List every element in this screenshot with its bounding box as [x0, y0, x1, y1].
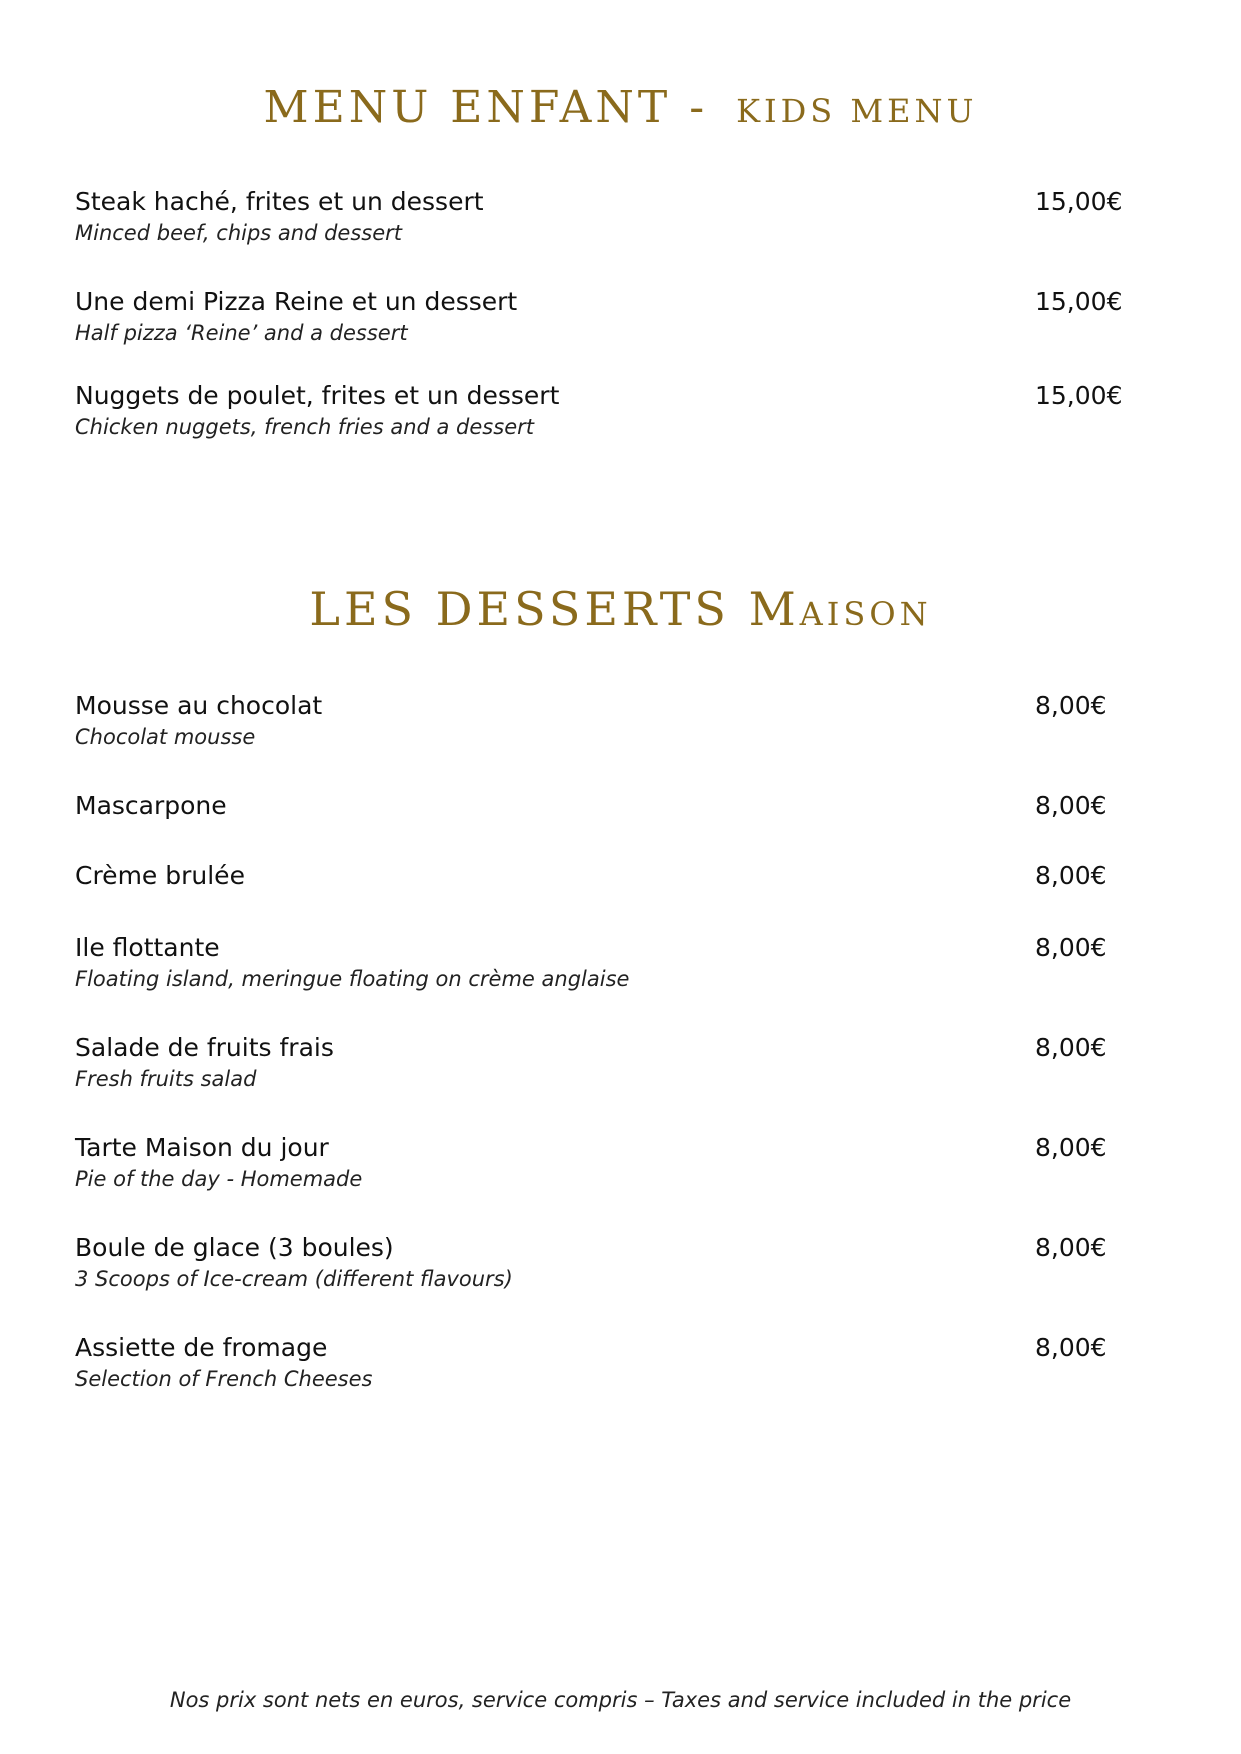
item-name: Steak haché, frites et un dessert	[75, 187, 484, 216]
dessert-item	[75, 1032, 1125, 1094]
item-name: Ile flottante	[75, 933, 220, 962]
item-description: Floating island, meringue floating on crème anglaise	[75, 967, 630, 991]
dessert-item	[75, 790, 1125, 822]
kids-menu-item	[75, 380, 1125, 442]
item-price: 8,00€	[1035, 861, 1107, 890]
item-name: Une demi Pizza Reine et un dessert	[75, 287, 518, 316]
kids-menu-title-fr: MENU ENFANT -	[263, 82, 709, 133]
desserts-title: LES DESSERTS Maison	[309, 582, 932, 636]
item-description: Half pizza ‘Reine’ and a dessert	[75, 321, 408, 345]
item-price: 15,00€	[1035, 287, 1123, 316]
item-name: Mascarpone	[75, 791, 227, 820]
kids-menu-item	[75, 286, 1125, 348]
item-description: Chocolat mousse	[75, 725, 256, 749]
item-price: 8,00€	[1035, 791, 1107, 820]
item-name: Mousse au chocolat	[75, 691, 323, 720]
item-price: 8,00€	[1035, 1233, 1107, 1262]
dessert-item	[75, 932, 1125, 994]
item-name: Assiette de fromage	[75, 1333, 328, 1362]
item-price: 15,00€	[1035, 187, 1123, 216]
kids-menu-title	[0, 82, 1241, 133]
item-price: 8,00€	[1035, 1333, 1107, 1362]
price-footnote: Nos prix sont nets en euros, service compris – Taxes and service included in the price	[169, 1688, 1072, 1712]
item-price: 8,00€	[1035, 1133, 1107, 1162]
item-description: Minced beef, chips and dessert	[75, 221, 403, 245]
dessert-item	[75, 1332, 1125, 1394]
dessert-item	[75, 1232, 1125, 1294]
item-description: Chicken nuggets, french fries and a dessert	[75, 415, 534, 439]
item-price: 8,00€	[1035, 691, 1107, 720]
item-description: 3 Scoops of Ice-cream (different flavours)	[75, 1267, 513, 1291]
kids-menu-title-en: KIDS MENU	[736, 92, 978, 130]
item-name: Tarte Maison du jour	[75, 1133, 329, 1162]
item-price: 8,00€	[1035, 1033, 1107, 1062]
item-price: 15,00€	[1035, 381, 1123, 410]
kids-menu-item	[75, 186, 1125, 248]
item-name: Boule de glace (3 boules)	[75, 1233, 394, 1262]
item-price: 8,00€	[1035, 933, 1107, 962]
item-name: Nuggets de poulet, frites et un dessert	[75, 381, 560, 410]
dessert-item	[75, 1132, 1125, 1194]
item-description: Pie of the day - Homemade	[75, 1167, 363, 1191]
dessert-item	[75, 690, 1125, 752]
item-description: Fresh fruits salad	[75, 1067, 257, 1091]
item-name: Crème brulée	[75, 861, 245, 890]
item-description: Selection of French Cheeses	[75, 1367, 373, 1391]
item-name: Salade de fruits frais	[75, 1033, 334, 1062]
dessert-item	[75, 860, 1125, 892]
